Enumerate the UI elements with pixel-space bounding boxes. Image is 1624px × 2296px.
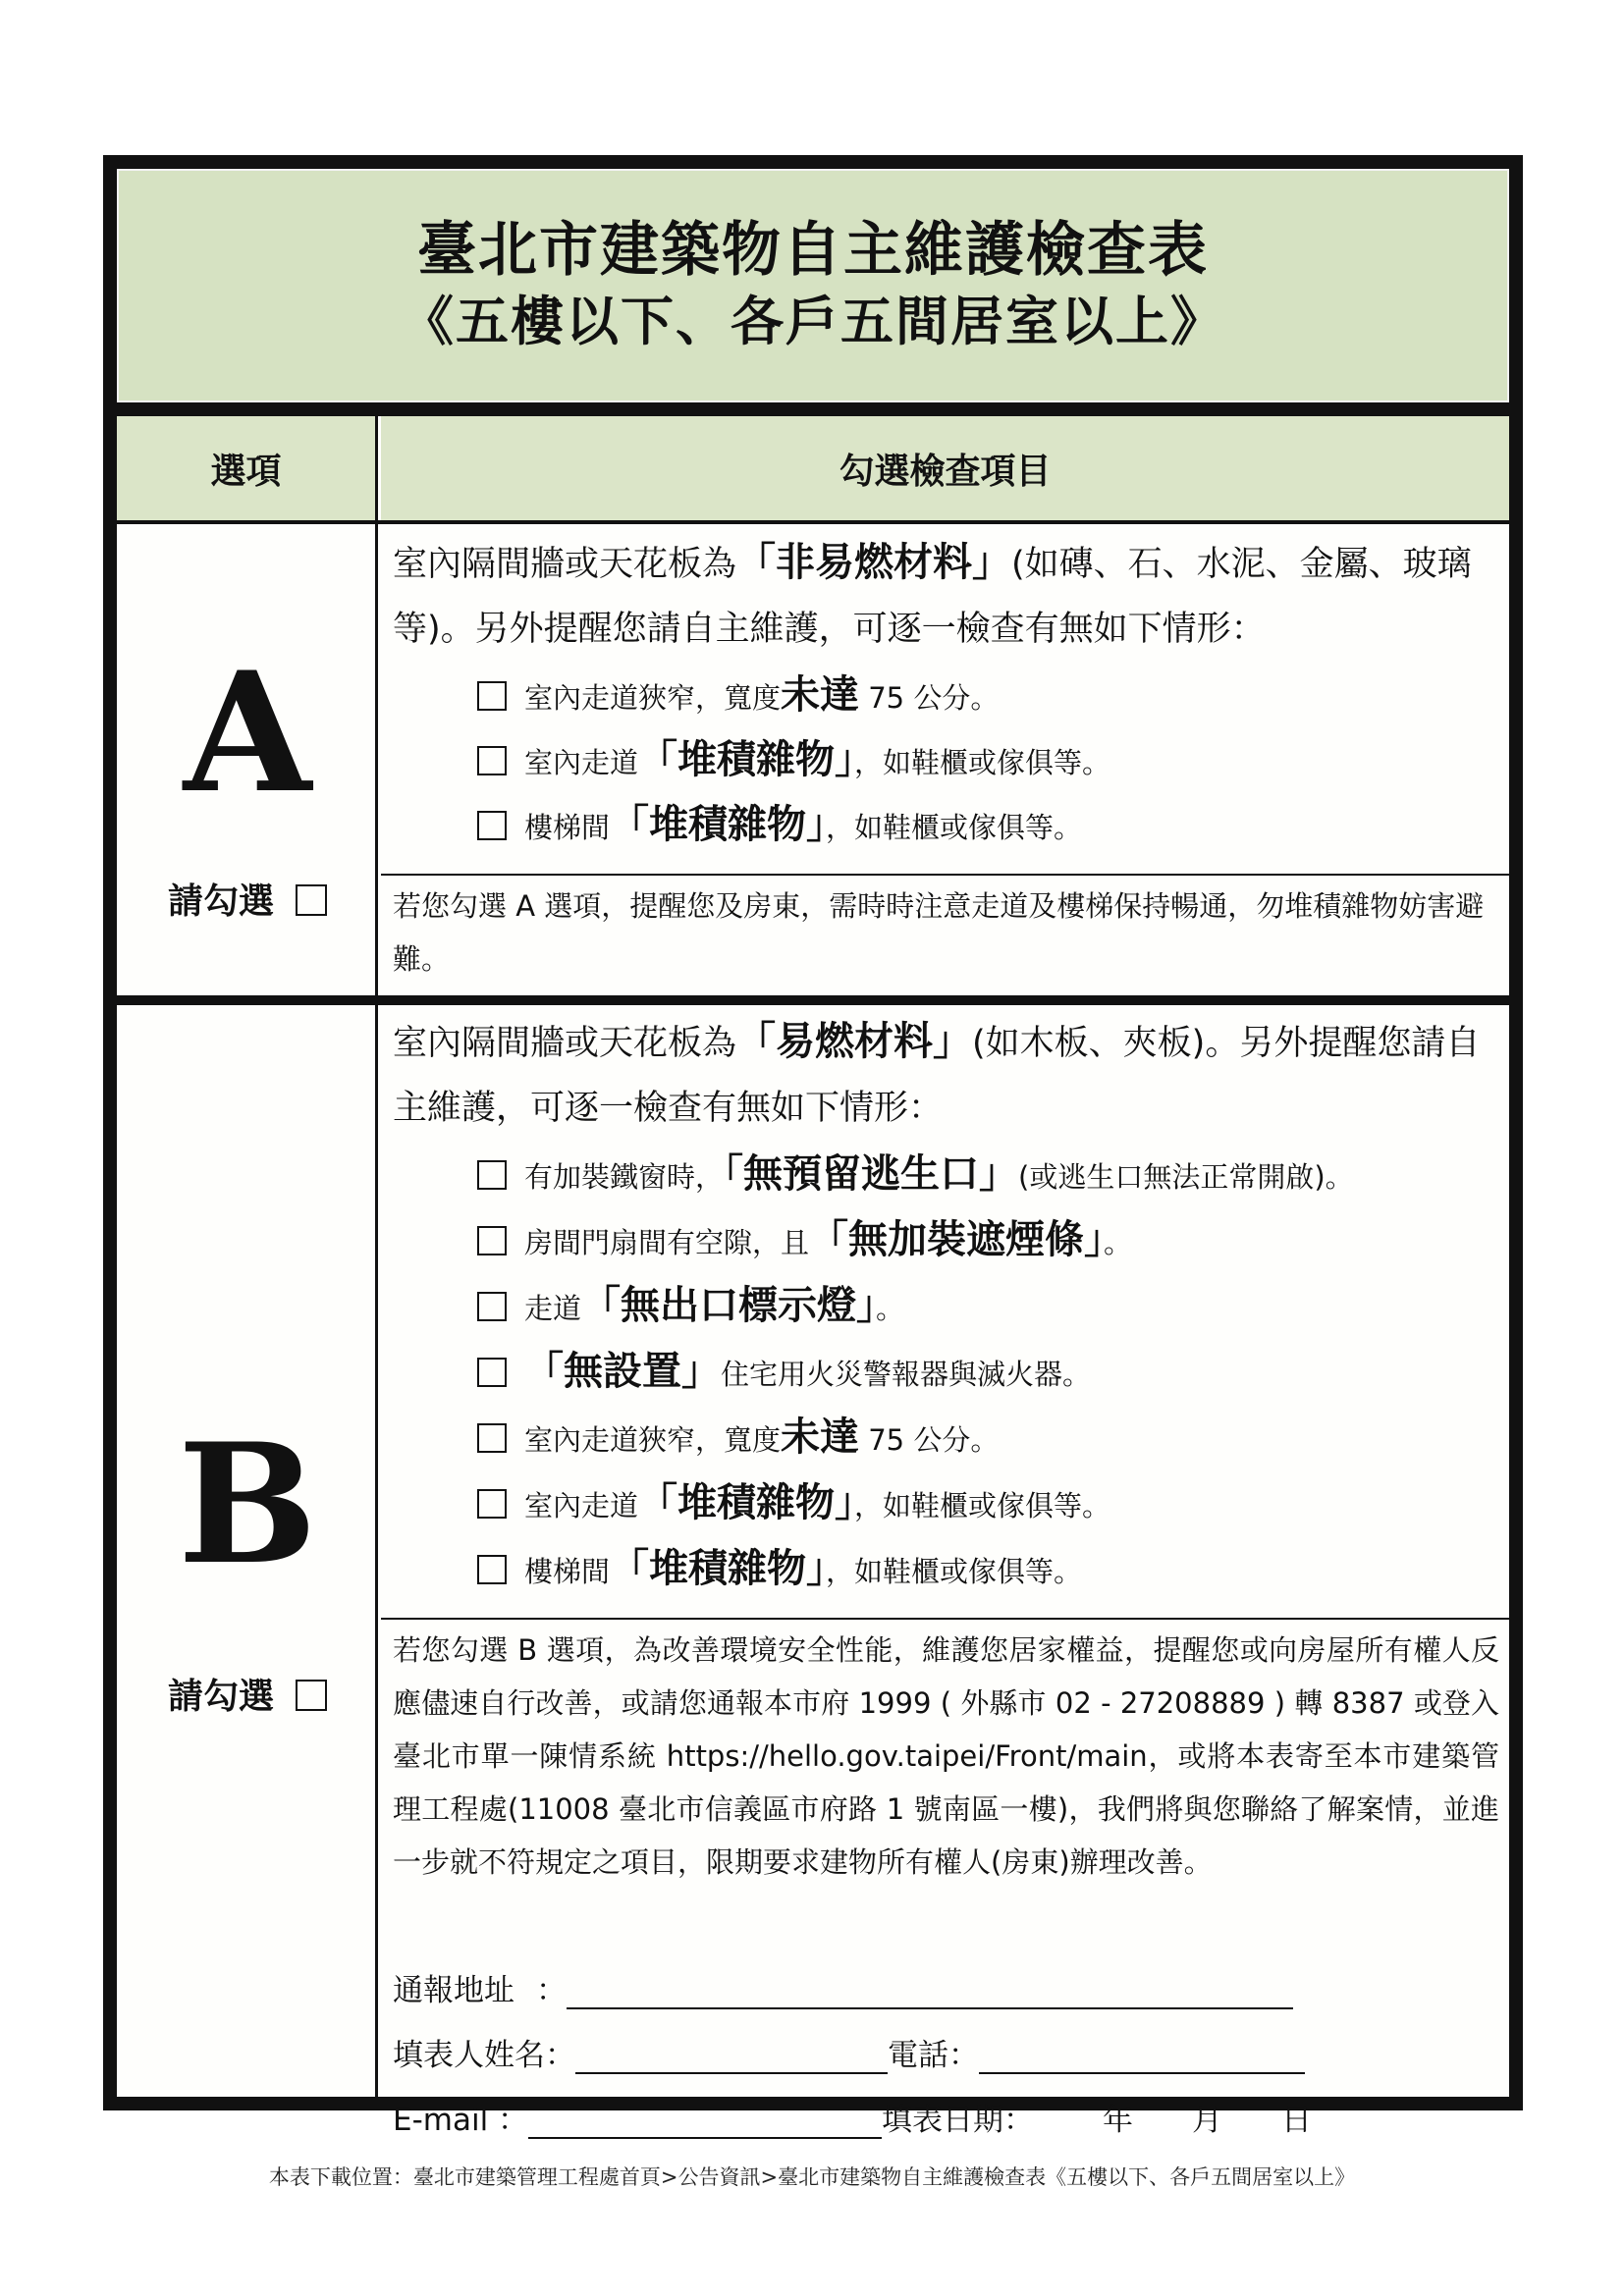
section-b-option-cell bbox=[117, 1005, 378, 2097]
option-letter-b: B bbox=[178, 1407, 317, 1601]
item-checkbox[interactable] bbox=[477, 1292, 507, 1321]
section-a-divider bbox=[381, 874, 1509, 876]
item-checkbox[interactable] bbox=[477, 746, 507, 775]
form-frame bbox=[103, 155, 1523, 2138]
section-a-item-1: 室內走道狹窄，寬度未達 75 公分。 bbox=[477, 664, 999, 720]
section-b-item-1: 有加裝鐵窗時，「無預留逃生口」(或逃生口無法正常開啟)。 bbox=[477, 1143, 1354, 1199]
item-checkbox[interactable] bbox=[477, 811, 507, 840]
table-header-row bbox=[117, 416, 1509, 520]
name-label: 填表人姓名： bbox=[393, 2038, 575, 2073]
item-checkbox[interactable] bbox=[477, 1226, 507, 1255]
form-subtitle: 《五樓以下、各戶五間居室以上》 bbox=[401, 291, 1225, 353]
title-banner bbox=[117, 169, 1509, 402]
address-label: 通報地址 bbox=[393, 1973, 514, 2008]
section-b bbox=[117, 1005, 1509, 2138]
section-b-checkbox[interactable] bbox=[296, 1680, 327, 1711]
month-label: 月 bbox=[1192, 2103, 1223, 2138]
download-location-footer: 本表下載位置：臺北市建築管理工程處首頁>公告資訊>臺北市建築物自主維護檢查表《五樓以下、各戶五間居室以上》 bbox=[268, 2165, 1356, 2189]
section-b-note: 若您勾選 B 選項，為改善環境安全性能，維護您居家權益，提醒您或向房屋所有權人反應儘速自行改善，或請您通報本市府 1999 ( 外縣市 02 - 27208889 ) 轉 8387 或登入臺北市單一陳情系統 https://hello.gov.taipei/Front/main，或將本表寄至本市建築管理工程處(11008 臺北市信義區市府路 1 號南區一樓)，我們將與您聯絡了解案情，並進一步就不符規定之項目，限期要求建物所有權人(房東)辦理改善。 bbox=[393, 1633, 1499, 1879]
phone-input[interactable] bbox=[979, 2039, 1305, 2074]
section-a-pick bbox=[117, 874, 378, 924]
section-a-items-cell bbox=[381, 524, 1509, 995]
email-input[interactable] bbox=[528, 2104, 882, 2139]
year-label: 年 bbox=[1103, 2103, 1134, 2138]
form-title: 臺北市建築物自主維護檢查表 bbox=[417, 216, 1209, 286]
section-b-item-4: 「無設置」住宅用火災警報器與滅火器。 bbox=[477, 1340, 1091, 1396]
section-a-item-2: 室內走道「堆積雜物」，如鞋櫃或傢俱等。 bbox=[477, 728, 1110, 784]
section-b-items-cell bbox=[381, 1005, 1509, 2138]
email-label: E-mail ： bbox=[393, 2103, 529, 2138]
item-checkbox[interactable] bbox=[477, 1489, 507, 1519]
section-b-item-6: 室內走道「堆積雜物」，如鞋櫃或傢俱等。 bbox=[477, 1471, 1110, 1527]
item-checkbox[interactable] bbox=[477, 1358, 507, 1387]
address-input[interactable] bbox=[567, 1974, 1293, 2009]
section-b-item-3: 走道「無出口標示燈」。 bbox=[477, 1274, 904, 1330]
section-a-checkbox[interactable] bbox=[296, 884, 327, 916]
section-b-pick bbox=[117, 1669, 378, 1719]
section-b-item-2: 房間門扇間有空隙，且「無加裝遮煙條」。 bbox=[477, 1208, 1132, 1264]
phone-label: 電話： bbox=[888, 2038, 979, 2073]
section-a-item-3: 樓梯間「堆積雜物」，如鞋櫃或傢俱等。 bbox=[477, 793, 1082, 849]
header-option: 選項 bbox=[117, 416, 378, 520]
name-phone-row bbox=[393, 2030, 1305, 2074]
day-label: 日 bbox=[1281, 2103, 1313, 2138]
section-a-option-cell bbox=[117, 524, 378, 995]
section-b-item-7: 樓梯間「堆積雜物」，如鞋櫃或傢俱等。 bbox=[477, 1537, 1082, 1593]
section-b-divider bbox=[381, 1618, 1509, 1620]
address-row: 通報地址 ： bbox=[393, 1965, 1293, 2009]
pick-label: 請勾選 bbox=[167, 881, 274, 922]
section-b-intro: 室內隔間牆或天花板為「易燃材料」(如木板、夾板)。另外提醒您請自主維護，可逐一檢查有無如下情形： bbox=[393, 1019, 1481, 1128]
item-checkbox[interactable] bbox=[477, 681, 507, 711]
section-b-item-5: 室內走道狹窄，寬度未達 75 公分。 bbox=[477, 1406, 999, 1462]
email-date-row bbox=[393, 2095, 1312, 2139]
item-checkbox[interactable] bbox=[477, 1555, 507, 1584]
section-a-note: 若您勾選 A 選項，提醒您及房東，需時時注意走道及樓梯保持暢通，勿堆積雜物妨害避難。 bbox=[393, 889, 1485, 976]
item-checkbox[interactable] bbox=[477, 1160, 507, 1190]
section-a-intro: 室內隔間牆或天花板為「非易燃材料」(如磚、石、水泥、金屬、玻璃等)。另外提醒您請自主維護，可逐一檢查有無如下情形： bbox=[393, 540, 1472, 649]
section-a bbox=[117, 524, 1509, 995]
pick-label: 請勾選 bbox=[167, 1677, 274, 1717]
date-label: 填表日期： bbox=[882, 2103, 1035, 2138]
option-letter-a: A bbox=[183, 635, 312, 829]
item-checkbox[interactable] bbox=[477, 1423, 507, 1453]
header-check-items: 勾選檢查項目 bbox=[381, 416, 1509, 520]
name-input[interactable] bbox=[575, 2039, 888, 2074]
